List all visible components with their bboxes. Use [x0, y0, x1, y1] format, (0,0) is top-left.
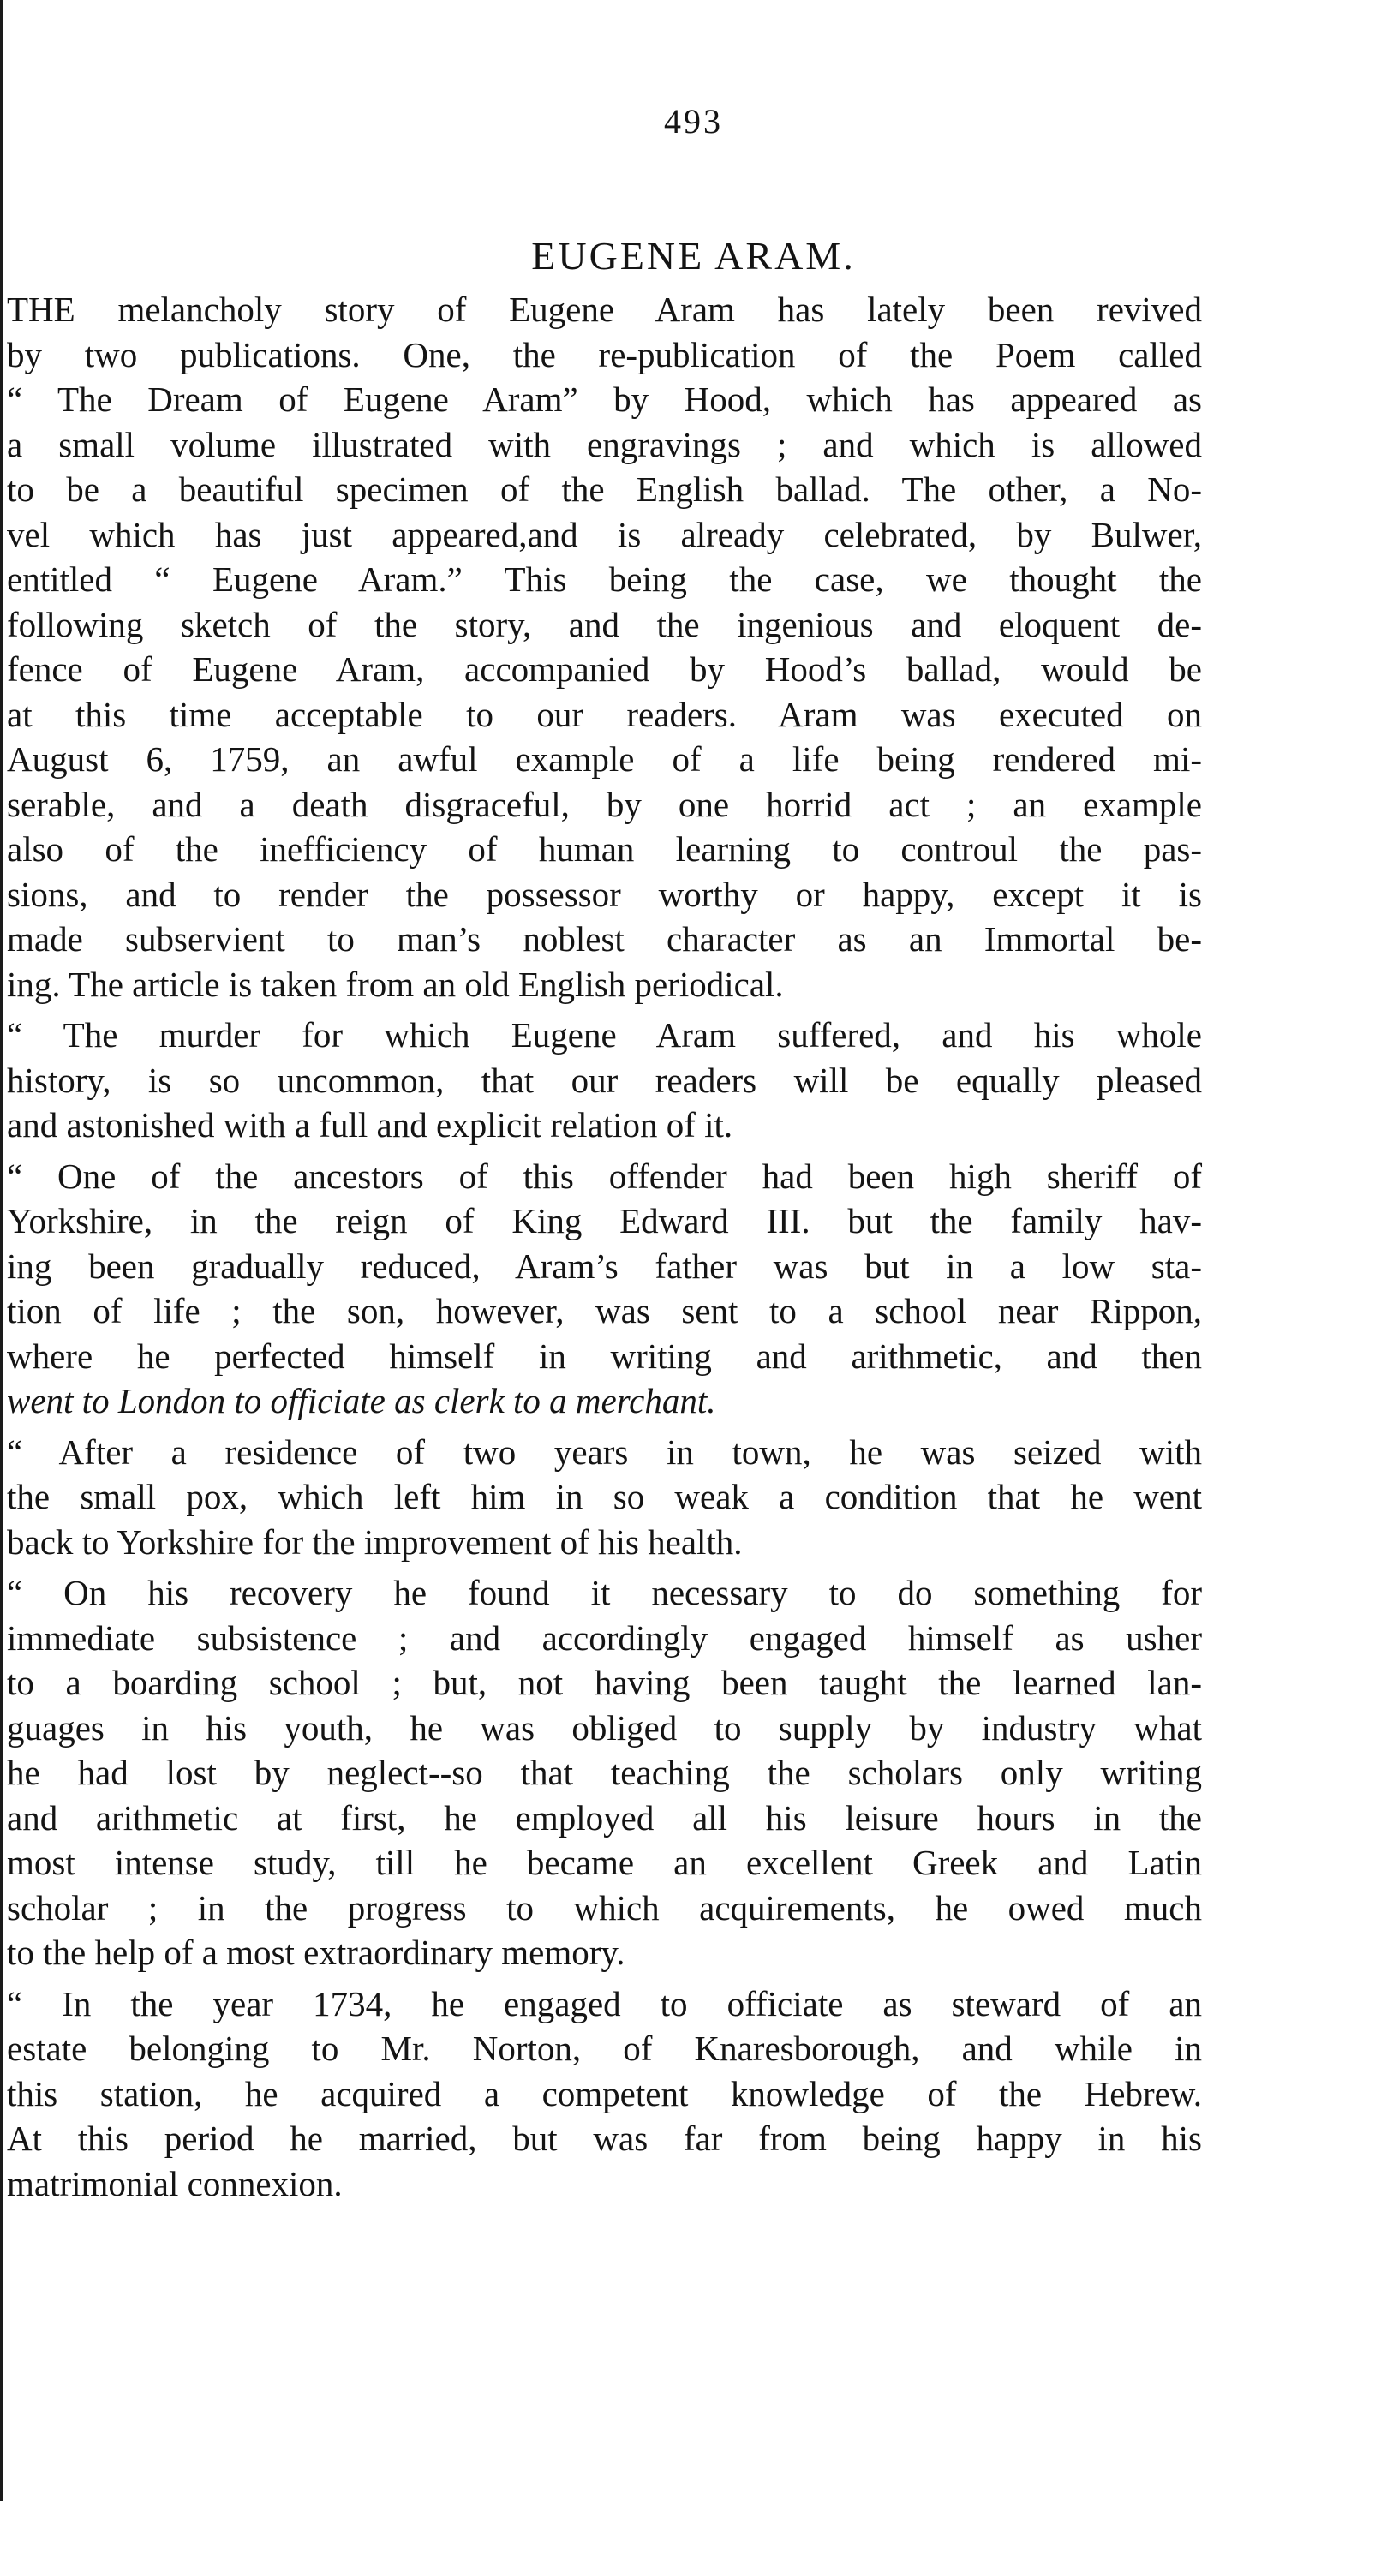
paragraph: [7, 1981, 1202, 2207]
paragraph: [7, 1154, 1202, 1424]
text-line: THE melancholy story of Eugene Aram has lately been revived: [7, 290, 1202, 329]
text-line: “ The Dream of Eugene Aram” by Hood, which has appeared as: [7, 380, 1202, 419]
text-line: immediate subsistence ; and accordingly engaged himself as usher: [7, 1617, 1202, 1658]
text-line: went to London to officiate as clerk to a merchant.: [7, 1381, 716, 1420]
text-line: he had lost by neglect--so that teaching the scholars only writing: [7, 1753, 1202, 1792]
text-line: estate belonging to Mr. Norton, of Knaresborough, and while in: [7, 2029, 1202, 2068]
text-line: and arithmetic at first, he employed all his leisure hours in the: [7, 1797, 1202, 1838]
text-line: also of the inefficiency of human learning to controul the pas-: [7, 829, 1202, 869]
text-line: tion of life ; the son, however, was sent to a school near Rippon,: [7, 1291, 1202, 1330]
article-title: EUGENE ARAM.: [531, 234, 856, 278]
text-line: ing been gradually reduced, Aram’s father was but in a low sta-: [7, 1246, 1202, 1286]
text-line: “ The murder for which Eugene Aram suffered, and his whole: [7, 1015, 1202, 1055]
page-edge-border: [0, 0, 3, 2501]
text-line: history, is so uncommon, that our readers will be equally pleased: [7, 1060, 1202, 1100]
text-line: and astonished with a full and explicit relation of it.: [7, 1105, 733, 1145]
text-line: most intense study, till he became an excellent Greek and Latin: [7, 1843, 1202, 1882]
paragraph: [7, 1013, 1202, 1148]
text-line: August 6, 1759, an awful example of a life being rendered mi-: [7, 739, 1202, 779]
text-line: “ In the year 1734, he engaged to officiate as steward of an: [7, 1983, 1202, 2023]
text-line: the small pox, which left him in so weak a condition that he went: [7, 1477, 1202, 1516]
paragraph: [7, 287, 1202, 1007]
article-body: [7, 287, 1202, 2206]
text-line: this station, he acquired a competent knowledge of the Hebrew.: [7, 2073, 1202, 2113]
text-line: Yorkshire, in the reign of King Edward III. but the family hav-: [7, 1201, 1202, 1240]
page-number: 493: [664, 102, 723, 140]
text-line: a small volume illustrated with engravings ; and which is allowed: [7, 424, 1202, 464]
text-line: scholar ; in the progress to which acquirements, he owed much: [7, 1887, 1202, 1928]
text-line: serable, and a death disgraceful, by one horrid act ; an example: [7, 784, 1202, 824]
text-line: “ After a residence of two years in town, he was seized with: [7, 1431, 1202, 1472]
text-line: to a boarding school ; but, not having been taught the learned lan-: [7, 1663, 1202, 1702]
text-line: “ On his recovery he found it necessary to do something for: [7, 1573, 1202, 1612]
text-line: to be a beautiful specimen of the English ballad. The other, a No-: [7, 469, 1202, 509]
text-line: ing. The article is taken from an old English periodical.: [7, 964, 784, 1004]
text-line: guages in his youth, he was obliged to supply by industry what: [7, 1707, 1202, 1748]
text-line: following sketch of the story, and the ingenious and eloquent de-: [7, 604, 1202, 644]
text-line: at this time acceptable to our readers. Aram was executed on: [7, 694, 1202, 734]
text-line: “ One of the ancestors of this offender had been high sheriff of: [7, 1156, 1202, 1196]
text-line: sions, and to render the possessor worthy or happy, except it is: [7, 874, 1202, 914]
text-line: matrimonial connexion.: [7, 2163, 343, 2203]
text-line: vel which has just appeared,and is already celebrated, by Bulwer,: [7, 514, 1202, 554]
text-line: fence of Eugene Aram, accompanied by Hood’s ballad, would be: [7, 649, 1202, 689]
text-line: by two publications. One, the re-publication of the Poem called: [7, 334, 1202, 374]
text-line: to the help of a most extraordinary memory.: [7, 1933, 625, 1972]
paragraph: [7, 1430, 1202, 1565]
text-line: At this period he married, but was far from being happy in his: [7, 2119, 1202, 2158]
text-line: back to Yorkshire for the improvement of his health.: [7, 1521, 743, 1562]
paragraph: [7, 1570, 1202, 1975]
text-line: where he perfected himself in writing and arithmetic, and then: [7, 1336, 1202, 1376]
text-line: entitled “ Eugene Aram.” This being the case, we thought the: [7, 559, 1202, 599]
text-line: made subservient to man’s noblest character as an Immortal be-: [7, 919, 1202, 959]
